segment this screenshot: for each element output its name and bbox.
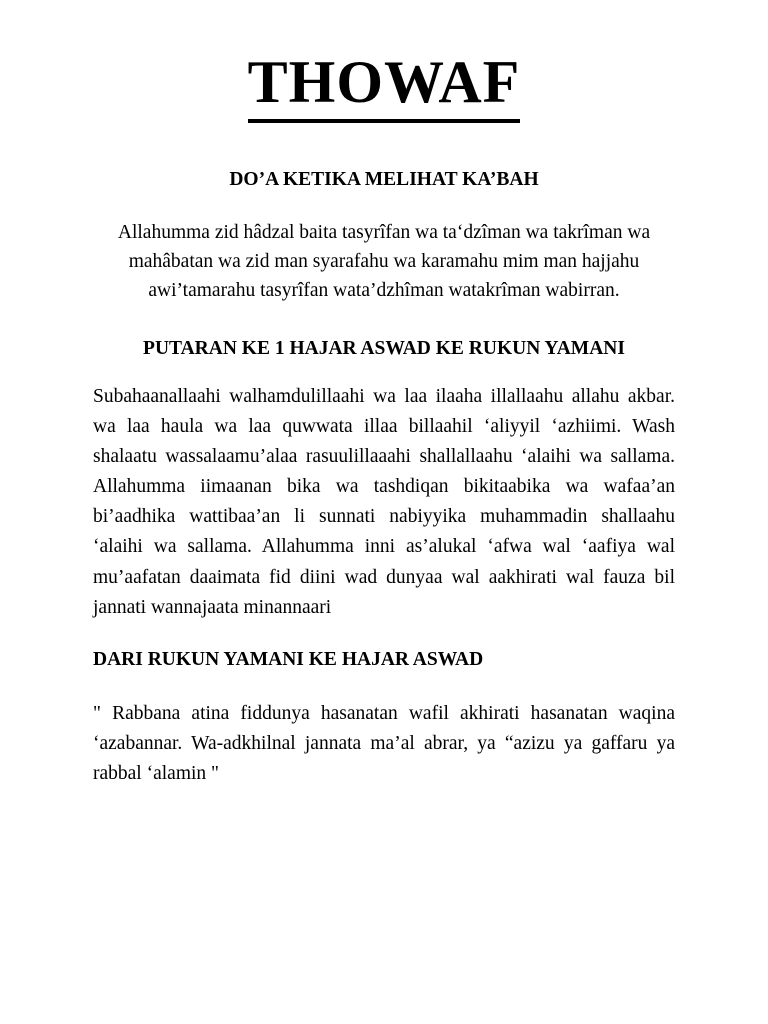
page-title: THOWAF [248, 52, 521, 123]
section-heading-putaran: PUTARAN KE 1 HAJAR ASWAD KE RUKUN YAMANI [143, 338, 625, 359]
section-heading-dari-rukun: DARI RUKUN YAMANI KE HAJAR ASWAD [93, 648, 484, 670]
section-text-doa: Allahumma zid hâdzal baita tasyrîfan wa ta‘dzîman wa takrîman wa mahâbatan wa zid man syarafahu wa karamahu mim man hajjahu awi’tamarahu tasyrîfan wata’dzhîman watakrîman wabirran. [117, 222, 651, 301]
title-container [93, 0, 675, 123]
section-text-dari-rukun: " Rabbana atina fiddunya hasanatan wafil akhirati hasanatan waqina ‘azabannar. Wa-adkhilnal jannata ma’al abrar, ya “azizu ya gaffaru ya rabbal ‘alamin " [93, 702, 675, 784]
section-text-putaran: Subahaanallaahi walhamdulillaahi wa laa ilaaha illallaahu allahu akbar. wa laa haula wa laa quwwata illaa billaahil ‘aliyyil ‘azhiimi. Wash shalaatu wassalaamu’alaa rasuulillaaahi shallallaahu ‘alaihi wa sallama. Allahumma iimaanan bika wa tashdiqan bikitaabika wa wafaa’an bi’aadhika wattibaa’an li sunnati nabiyyika muhammadin shallaahu ‘alaihi wa sallama. Allahumma inni as’alukal ‘afwa wal ‘aafiya wal mu’aafatan daaimata fid diini wad dunyaa wal aakhirati wal fauza bil jannati wannajaata minannaari [93, 386, 675, 618]
section-heading-doa: DO’A KETIKA MELIHAT KA’BAH [229, 169, 539, 190]
